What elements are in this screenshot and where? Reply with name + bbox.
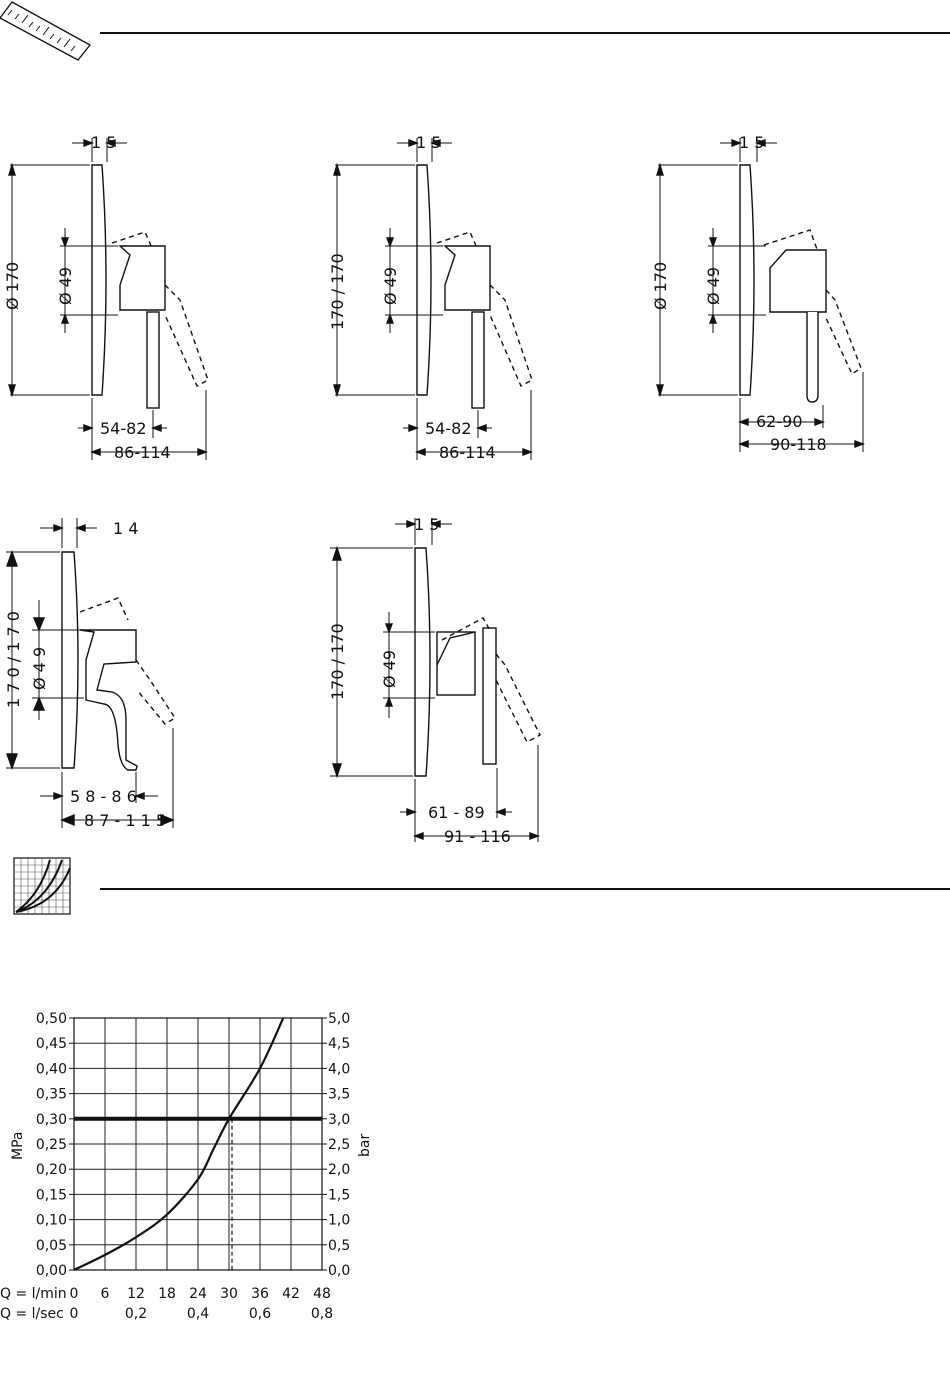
drawing-5-outer-label: 91 - 116	[444, 827, 511, 846]
drawing-1-height-label: Ø 170	[3, 261, 22, 310]
drawing-3-height-label: Ø 170	[651, 261, 670, 310]
x-axis-label-lsec: Q = l/sec	[0, 1306, 64, 1322]
y-tick-label-bar: 3,0	[328, 1111, 351, 1128]
y-tick-label-bar: 4,0	[328, 1061, 351, 1078]
drawing-2-width-label: 1 5	[416, 133, 442, 152]
drawing-5-diameter-label: Ø 49	[380, 649, 399, 688]
drawing-3	[657, 138, 863, 452]
drawing-2-diameter-label: Ø 49	[381, 266, 400, 305]
drawing-1-width-label: 1 5	[91, 133, 117, 152]
drawing-4-height-label: 1 7 0 / 1 7 0	[4, 611, 23, 708]
x-tick-label-lmin: 6	[100, 1286, 110, 1302]
x-tick-label-lsec: 0,4	[186, 1306, 210, 1322]
x-tick-label-lsec: 0,8	[310, 1306, 334, 1322]
drawing-4-outer-label: 8 7 - 1 1 5	[84, 811, 167, 830]
drawing-1	[9, 138, 208, 460]
x-tick-label-lsec: 0,6	[248, 1306, 272, 1322]
y-tick-label-mpa: 0,10	[35, 1212, 67, 1229]
x-tick-label-lsec: 0	[69, 1306, 79, 1322]
x-tick-label-lmin: 42	[282, 1286, 300, 1302]
y-tick-label-bar: 0,0	[328, 1263, 351, 1279]
drawing-1-inner-label: 54-82	[100, 419, 147, 438]
x-tick-label-lsec: 0,2	[124, 1306, 148, 1322]
x-tick-label-lmin: 24	[189, 1286, 207, 1302]
flow-graph-icon	[14, 858, 70, 914]
x-tick-label-lmin: 30	[220, 1286, 238, 1302]
drawing-3-diameter-label: Ø 49	[704, 266, 723, 305]
drawing-2-inner-label: 54-82	[425, 419, 472, 438]
y-tick-label-mpa: 0,40	[35, 1061, 67, 1078]
drawing-4-diameter-label: Ø 4 9	[30, 646, 49, 690]
drawing-5-height-label: 170 / 170	[328, 623, 347, 700]
drawing-4-inner-label: 5 8 - 8 6	[70, 787, 137, 806]
x-tick-label-lmin: 18	[158, 1286, 176, 1302]
y-axis-label-mpa: MPa	[10, 1131, 26, 1160]
drawing-5-inner-label: 61 - 89	[428, 803, 485, 822]
drawing-3-width-label: 1 5	[739, 133, 765, 152]
drawing-5	[330, 518, 540, 842]
y-tick-label-mpa: 0,35	[35, 1086, 67, 1103]
drawing-2-outer-label: 86-114	[439, 443, 496, 462]
y-tick-label-mpa: 0,05	[35, 1237, 67, 1254]
drawing-2-height-label: 170 / 170	[328, 253, 347, 330]
drawing-4-width-label: 1 4	[113, 519, 139, 538]
x-tick-label-lmin: 12	[127, 1286, 145, 1302]
y-tick-label-mpa: 0,30	[35, 1111, 67, 1128]
drawing-1-diameter-label: Ø 49	[56, 266, 75, 305]
y-tick-label-bar: 1,5	[328, 1187, 351, 1204]
y-tick-label-mpa: 0,50	[35, 1011, 67, 1027]
y-tick-label-mpa: 0,45	[35, 1036, 67, 1053]
ruler-icon	[0, 2, 90, 60]
drawing-3-outer-label: 90-118	[770, 435, 827, 454]
y-tick-label-bar: 1,0	[328, 1212, 351, 1229]
drawing-3-inner-label: 62-90	[756, 412, 803, 431]
drawing-1-outer-label: 86-114	[114, 443, 171, 462]
flow-chart	[0, 1011, 373, 1322]
y-tick-label-bar: 2,5	[328, 1137, 351, 1153]
x-axis-label-lmin: Q = l/min	[0, 1286, 67, 1302]
y-tick-label-mpa: 0,15	[35, 1187, 67, 1204]
y-tick-label-bar: 2,0	[328, 1162, 351, 1179]
y-tick-label-mpa: 0,25	[35, 1137, 67, 1153]
y-tick-label-bar: 3,5	[328, 1086, 351, 1103]
y-axis-label-bar: bar	[357, 1133, 373, 1157]
y-tick-label-mpa: 0,20	[35, 1162, 67, 1179]
y-tick-label-mpa: 0,00	[35, 1263, 67, 1279]
y-tick-label-bar: 4,5	[328, 1036, 351, 1053]
drawing-2	[334, 138, 532, 460]
x-tick-label-lmin: 36	[251, 1286, 269, 1302]
x-tick-label-lmin: 0	[69, 1286, 79, 1302]
drawing-5-width-label: 1 5	[414, 515, 440, 534]
y-tick-label-bar: 0,5	[328, 1237, 351, 1254]
x-tick-label-lmin: 48	[313, 1286, 331, 1302]
y-tick-label-bar: 5,0	[328, 1011, 351, 1027]
